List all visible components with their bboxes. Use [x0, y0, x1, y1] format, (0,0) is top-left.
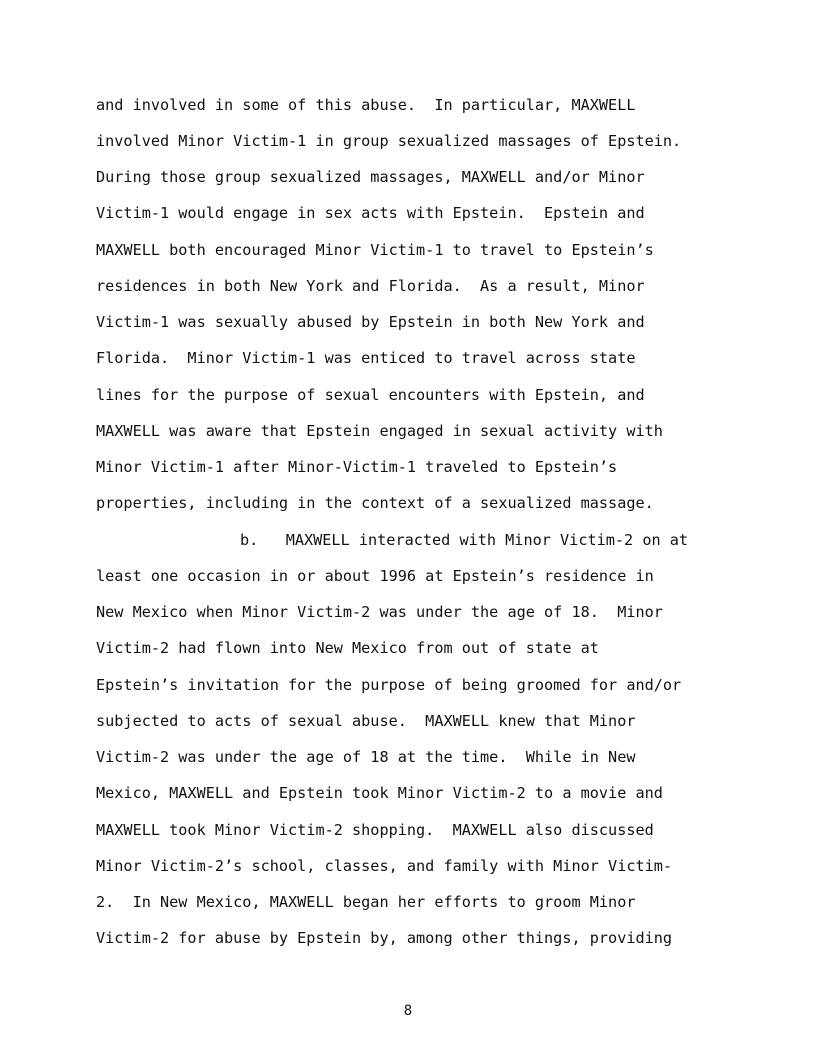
page-number: 8	[403, 1003, 413, 1019]
text-line: least one occasion in or about 1996 at Epstein’s residence in	[96, 567, 654, 585]
text-line: and involved in some of this abuse. In particular, MAXWELL	[96, 96, 636, 114]
text-line: residences in both New York and Florida. As a result, Minor	[96, 277, 645, 295]
text-line: Victim-2 for abuse by Epstein by, among other things, providing	[96, 929, 673, 947]
text-line: Victim-2 was under the age of 18 at the time. While in New	[96, 748, 636, 766]
paragraph-b-first-line: b. MAXWELL interacted with Minor Victim-2 on at	[240, 531, 689, 549]
text-line: Florida. Minor Victim-1 was enticed to travel across state	[96, 349, 636, 367]
text-line: Victim-2 had flown into New Mexico from out of state at	[96, 639, 599, 657]
text-line: MAXWELL was aware that Epstein engaged in sexual activity with	[96, 422, 663, 440]
text-line: Mexico, MAXWELL and Epstein took Minor Victim-2 to a movie and	[96, 784, 663, 802]
text-line: subjected to acts of sexual abuse. MAXWELL knew that Minor	[96, 712, 636, 730]
text-line: During those group sexualized massages, MAXWELL and/or Minor	[96, 168, 645, 186]
text-line: lines for the purpose of sexual encounters with Epstein, and	[96, 386, 645, 404]
text-line: properties, including in the context of a sexualized massage.	[96, 494, 654, 512]
text-line: MAXWELL both encouraged Minor Victim-1 to travel to Epstein’s	[96, 241, 654, 259]
text-line: Victim-1 was sexually abused by Epstein in both New York and	[96, 313, 645, 331]
text-line: Epstein’s invitation for the purpose of being groomed for and/or	[96, 676, 682, 694]
text-line: Victim-1 would engage in sex acts with Epstein. Epstein and	[96, 204, 645, 222]
text-line: Minor Victim-1 after Minor-Victim-1 traveled to Epstein’s	[96, 458, 618, 476]
text-line: involved Minor Victim-1 in group sexualized massages of Epstein.	[96, 132, 682, 150]
text-line: MAXWELL took Minor Victim-2 shopping. MAXWELL also discussed	[96, 821, 654, 839]
text-line: New Mexico when Minor Victim-2 was under the age of 18. Minor	[96, 603, 663, 621]
text-line: Minor Victim-2’s school, classes, and family with Minor Victim-	[96, 857, 673, 875]
text-line: 2. In New Mexico, MAXWELL began her efforts to groom Minor	[96, 893, 636, 911]
